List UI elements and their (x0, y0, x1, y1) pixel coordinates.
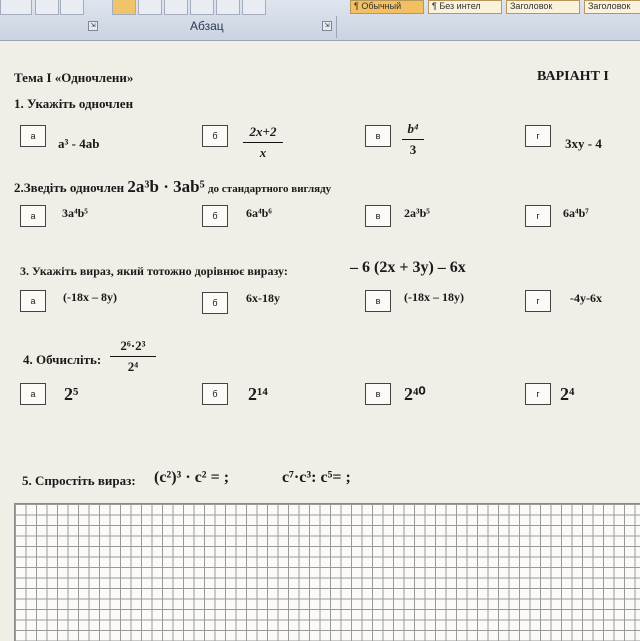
q4-title: 4. Обчисліть: (23, 352, 102, 367)
q3-title: 3. Укажіть вираз, який тотожно дорівнює виразу: (20, 264, 288, 278)
q1-option-c-numerator: b⁴ (407, 121, 419, 136)
q1-option-a: a³ - 4ab (58, 136, 100, 151)
q1-option-b (243, 124, 283, 161)
q2-answer-box-d[interactable]: г (525, 205, 551, 227)
q1-option-c-denominator: 3 (409, 142, 417, 157)
style-no-spacing[interactable]: ¶ Без интел (428, 0, 502, 14)
ribbon-button[interactable] (35, 0, 59, 15)
font-dialog-launcher-icon[interactable]: ⇲ (88, 21, 98, 31)
ribbon-button[interactable] (0, 0, 32, 15)
q1-answer-box-d[interactable]: г (525, 125, 551, 147)
variant-label: ВАРІАНТ І (537, 69, 609, 84)
paragraph-group-label: Абзац (190, 19, 224, 33)
q5-expression-2: c⁷·c³: c⁵= ; (282, 469, 351, 486)
align-center-button[interactable] (138, 0, 162, 15)
q1-answer-box-c[interactable]: в (365, 125, 391, 147)
justify-button[interactable] (190, 0, 214, 15)
q2-title-pre: 2.Зведіть одночлен (14, 180, 125, 195)
align-right-button[interactable] (164, 0, 188, 15)
q4-fraction-denominator: 2⁴ (127, 359, 139, 374)
ribbon-button[interactable] (60, 0, 84, 15)
q2-title (14, 177, 331, 197)
q3-expression: – 6 (2x + 3y) – 6x (350, 259, 466, 276)
word-ribbon (0, 0, 640, 41)
q1-option-c (402, 121, 424, 158)
q2-expression: 2a³b · 3ab⁵ (127, 177, 205, 196)
q4-option-b: 2¹⁴ (248, 384, 268, 404)
paragraph-dialog-launcher-icon[interactable]: ⇲ (322, 21, 332, 31)
q3-answer-box-a[interactable]: а (20, 290, 46, 312)
q1-option-b-numerator: 2x+2 (249, 124, 277, 139)
q1-answer-box-b[interactable]: б (202, 125, 228, 147)
q3-option-a: (-18x – 8y) (63, 290, 117, 304)
q1-answer-box-a[interactable]: а (20, 125, 46, 147)
q1-option-b-denominator: x (259, 145, 267, 160)
shading-button[interactable] (242, 0, 266, 15)
q2-answer-box-a[interactable]: а (20, 205, 46, 227)
q2-option-a: 3a⁴b⁵ (62, 206, 88, 220)
q4-option-a: 2⁵ (64, 384, 79, 404)
align-left-button[interactable] (112, 0, 136, 15)
q4-answer-box-a[interactable]: а (20, 383, 46, 405)
q3-answer-box-c[interactable]: в (365, 290, 391, 312)
q4-fraction (110, 338, 156, 375)
q5-expression-1: (c²)³ · c² = ; (154, 469, 230, 486)
q2-title-post: до стандартного вигляду (207, 183, 332, 195)
q2-answer-box-b[interactable]: б (202, 205, 228, 227)
q4-answer-box-c[interactable]: в (365, 383, 391, 405)
q3-answer-box-d[interactable]: г (525, 290, 551, 312)
q2-option-b: 6a⁴b⁶ (246, 206, 272, 220)
answer-grid[interactable] (14, 503, 640, 641)
ribbon-separator (336, 16, 337, 38)
q2-option-c: 2a³b⁵ (404, 206, 430, 220)
q4-option-c: 2⁴⁰ (404, 384, 426, 404)
q2-answer-box-c[interactable]: в (365, 205, 391, 227)
q1-option-d: 3xy - 4 (565, 136, 602, 151)
style-heading-2[interactable]: Заголовок (584, 0, 640, 14)
q3-option-b: 6x-18y (246, 291, 280, 305)
q5-title: 5. Спростіть вираз: (22, 473, 136, 488)
style-heading-1[interactable]: Заголовок (506, 0, 580, 14)
q3-answer-box-b[interactable]: б (202, 292, 228, 314)
q3-option-d: -4y-6x (570, 291, 602, 305)
line-spacing-button[interactable] (216, 0, 240, 15)
q1-title: 1. Укажіть одночлен (14, 96, 134, 111)
style-normal[interactable]: ¶ Обычный (350, 0, 424, 14)
q4-answer-box-d[interactable]: г (525, 383, 551, 405)
topic-title: Тема І «Одночлени» (14, 70, 134, 85)
q3-option-c: (-18x – 18y) (404, 290, 464, 304)
q4-option-d: 2⁴ (560, 384, 575, 404)
q4-answer-box-b[interactable]: б (202, 383, 228, 405)
q2-option-d: 6a⁴b⁷ (563, 206, 589, 220)
q4-fraction-numerator: 2⁶·2³ (120, 338, 146, 353)
